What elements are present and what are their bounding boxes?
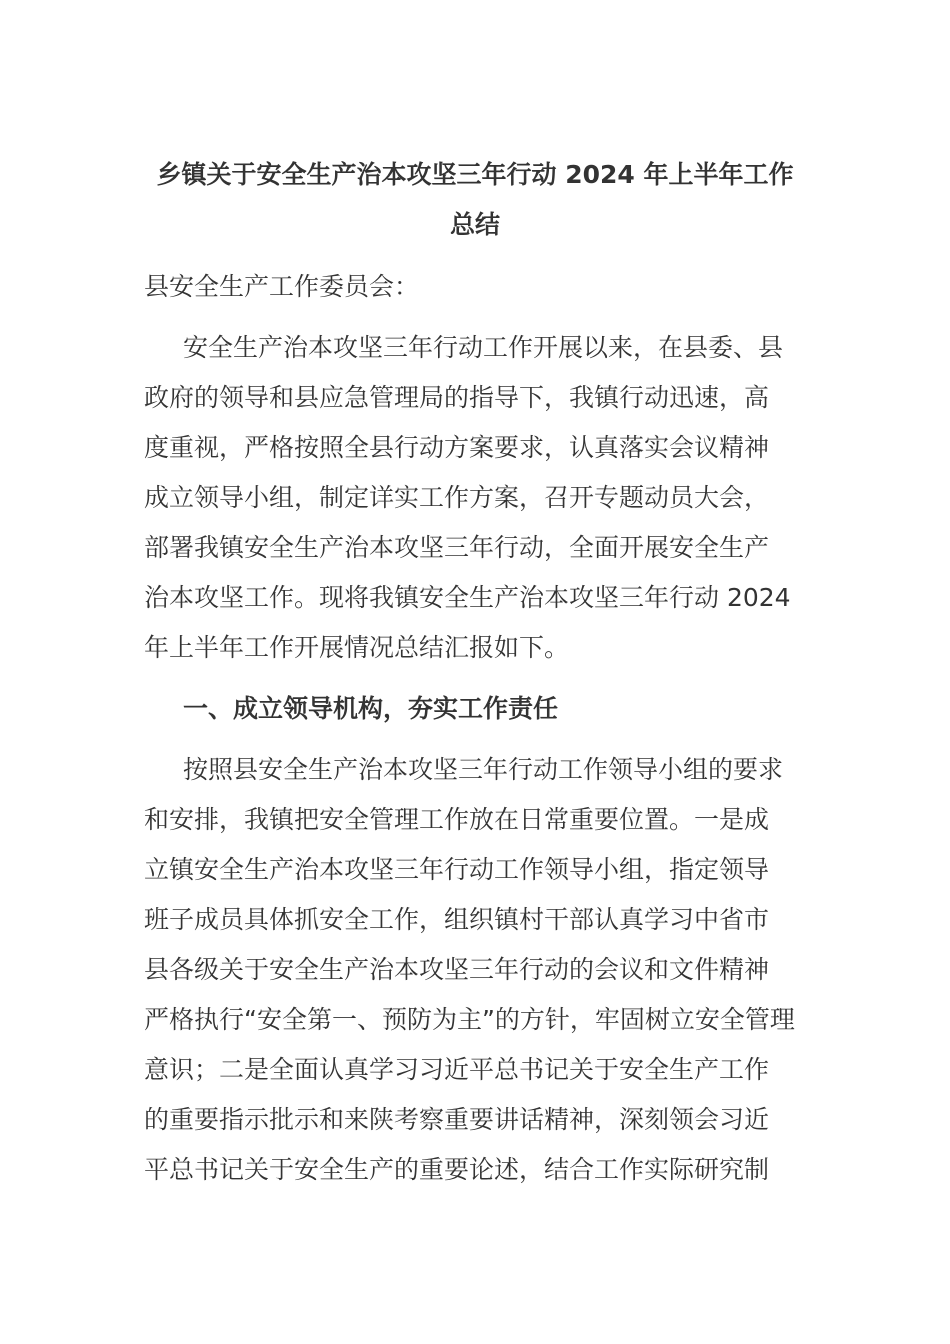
paragraph-1-line-6: 治本攻坚工作。现将我镇安全生产治本攻坚三年行动 2024: [144, 583, 791, 612]
paragraph-2-line-1: 按照县安全生产治本攻坚三年行动工作领导小组的要求: [183, 755, 784, 784]
paragraph-2-line-6: 严格执行“安全第一、预防为主”的方针，牢固树立安全管理: [144, 1005, 795, 1034]
paragraph-2-line-8: 的重要指示批示和来陕考察重要讲话精神，深刻领会习近: [144, 1105, 770, 1134]
document-title: [120, 150, 830, 250]
title-line-2: 总结: [449, 210, 500, 239]
salutation: 县安全生产工作委员会：: [144, 272, 420, 301]
paragraph-1-line-2: 政府的领导和县应急管理局的指导下，我镇行动迅速，高: [144, 383, 770, 412]
paragraph-1-line-3: 度重视，严格按照全县行动方案要求，认真落实会议精神: [144, 433, 770, 462]
paragraph-2-line-3: 立镇安全生产治本攻坚三年行动工作领导小组，指定领导: [144, 855, 770, 884]
paragraph-1-line-4: 成立领导小组，制定详实工作方案，召开专题动员大会，: [144, 483, 770, 512]
paragraph-2-line-2: 和安排，我镇把安全管理工作放在日常重要位置。一是成: [144, 805, 770, 834]
paragraph-1-line-1: 安全生产治本攻坚三年行动工作开展以来，在县委、县: [183, 333, 784, 362]
paragraph-2-line-5: 县各级关于安全生产治本攻坚三年行动的会议和文件精神: [144, 955, 770, 984]
paragraph-1-line-7: 年上半年工作开展情况总结汇报如下。: [144, 633, 570, 662]
paragraph-2-line-9: 平总书记关于安全生产的重要论述，结合工作实际研究制: [144, 1155, 770, 1184]
paragraph-1-line-5: 部署我镇安全生产治本攻坚三年行动，全面开展安全生产: [144, 533, 770, 562]
paragraph-2-line-7: 意识；二是全面认真学习习近平总书记关于安全生产工作: [144, 1055, 770, 1084]
section-heading-1: 一、成立领导机构，夯实工作责任: [183, 694, 559, 723]
paragraph-2-line-4: 班子成员具体抓安全工作，组织镇村干部认真学习中省市: [144, 905, 770, 934]
title-line-1: 乡镇关于安全生产治本攻坚三年行动 2024 年上半年工作: [156, 160, 794, 189]
